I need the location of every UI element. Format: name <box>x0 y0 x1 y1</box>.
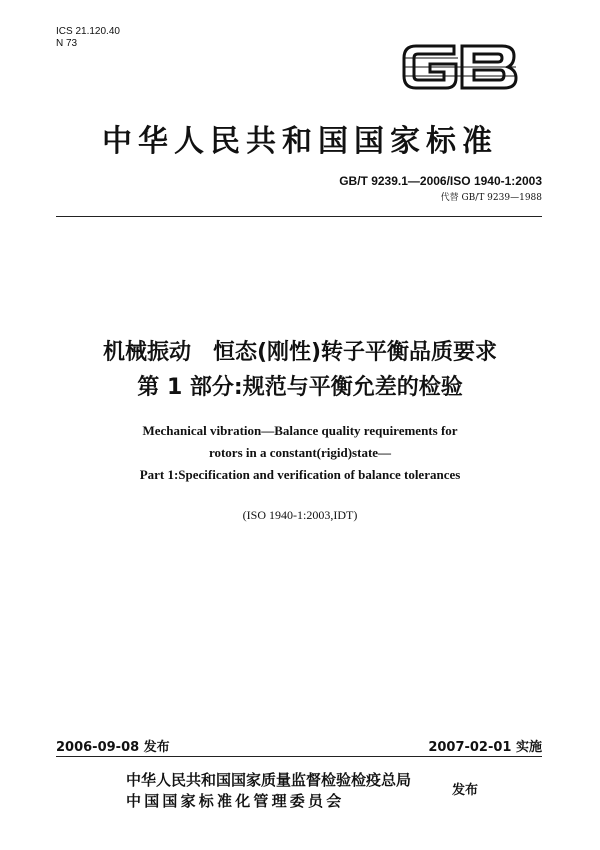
top-divider <box>56 216 542 217</box>
standard-number: GB/T 9239.1—2006/ISO 1940-1:2003 <box>339 174 542 188</box>
english-title-line-3: Part 1:Specification and verification of balance tolerances <box>139 467 461 482</box>
issuer-line-1: 中华人民共和国国家质量监督检验检疫总局 <box>126 771 412 789</box>
ics-code: ICS 21.120.40 <box>56 26 120 37</box>
english-title-line-2: rotors in a constant(rigid)state— <box>208 445 392 460</box>
iso-equivalence: (ISO 1940-1:2003,IDT) <box>242 508 358 522</box>
replaces-note: 代替 GB/T 9239—1988 <box>440 193 542 203</box>
gb-logo <box>398 36 522 98</box>
english-title-line-1: Mechanical vibration—Balance quality requirements for <box>142 423 458 438</box>
issuer-line-2: 中国国家标准化管理委员会 <box>126 792 345 810</box>
implementation-date: 2007-02-01 实施 <box>428 740 542 755</box>
chinese-title-line-2: 第 1 部分:规范与平衡允差的检验 <box>137 375 463 400</box>
classification-codes <box>56 26 120 50</box>
bottom-divider <box>56 756 542 757</box>
standard-type-title: 中华人民共和国国家标准 <box>102 124 498 159</box>
publication-date: 2006-09-08 发布 <box>56 740 170 755</box>
ccs-code: N 73 <box>56 38 78 49</box>
chinese-title-line-1: 机械振动 恒态(刚性)转子平衡品质要求 <box>102 340 498 365</box>
issued-label: 发布 <box>452 783 479 798</box>
